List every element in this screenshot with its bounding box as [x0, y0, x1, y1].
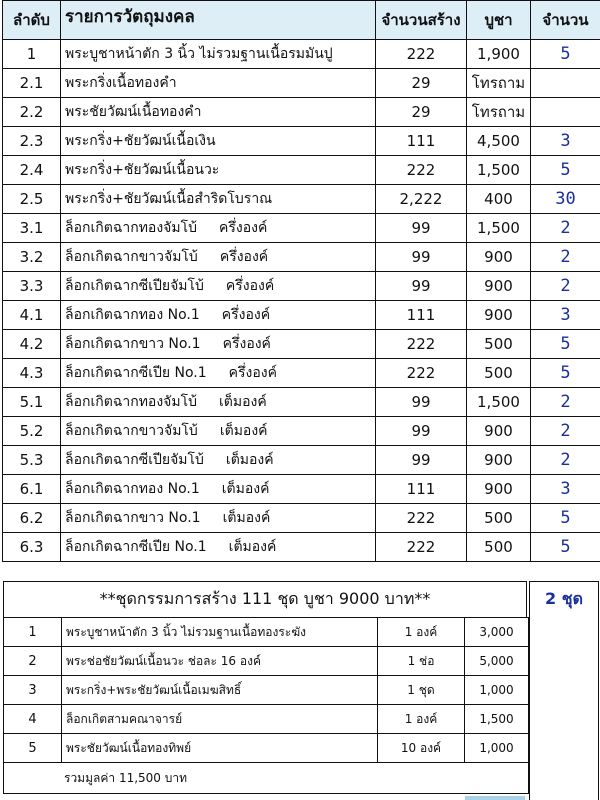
- set-item-value: 1,000: [465, 734, 529, 763]
- row-number: 2.2: [3, 98, 61, 127]
- list-item: [4, 676, 529, 705]
- row-quantity: 2: [531, 243, 600, 272]
- table-row: [3, 446, 600, 475]
- row-quantity: 3: [531, 301, 600, 330]
- header-order: ลำดับ: [3, 1, 61, 40]
- row-number: 4.3: [3, 359, 61, 388]
- row-quantity: [531, 98, 600, 127]
- row-item-suffix: ครึ่งองค์: [219, 220, 268, 236]
- row-quantity: 3: [531, 127, 600, 156]
- set-item-name: พระช่อชัยวัฒน์เนื้อนวะ ช่อละ 16 องค์: [62, 647, 378, 676]
- table-row: [3, 69, 600, 98]
- row-quantity-built: 222: [376, 504, 467, 533]
- row-quantity-built: 111: [376, 475, 467, 504]
- table-row: [3, 301, 600, 330]
- set-item-number: 2: [4, 647, 62, 676]
- set-item-value: 3,000: [465, 618, 529, 647]
- row-item-title: ล็อกเกิตฉากทอง No.1: [65, 481, 200, 497]
- row-item-title: พระกริ่ง+ชัยวัฒน์เนื้อสำริดโบราณ: [65, 191, 273, 207]
- set-item-value: 1,500: [465, 705, 529, 734]
- row-item-name: [61, 417, 376, 446]
- row-item-title: พระบูชาหน้าตัก 3 นิ้ว ไม่รวมฐานเนื้อรมมันปู: [65, 46, 333, 62]
- row-item-suffix: เต็มองค์: [222, 510, 271, 526]
- row-quantity-built: 222: [376, 359, 467, 388]
- row-quantity: 5: [531, 156, 600, 185]
- row-item-suffix: เต็มองค์: [219, 394, 267, 410]
- table-row: [3, 504, 600, 533]
- row-number: 3.2: [3, 243, 61, 272]
- table-row: [3, 98, 600, 127]
- row-item-name: [61, 330, 376, 359]
- set-item-count: 1 องค์: [378, 618, 465, 647]
- set-item-name: พระบูชาหน้าตัก 3 นิ้ว ไม่รวมฐานเนื้อทองระฆัง: [62, 618, 378, 647]
- row-item-title: ล็อกเกิตฉากทอง No.1: [65, 307, 200, 323]
- row-number: 2.4: [3, 156, 61, 185]
- row-price: 1,500: [467, 156, 531, 185]
- row-item-suffix: ครึ่งองค์: [221, 307, 271, 323]
- row-quantity-built: 99: [376, 388, 467, 417]
- table-row: [3, 272, 600, 301]
- row-quantity-built: 222: [376, 156, 467, 185]
- table-row: [3, 475, 600, 504]
- row-item-title: ล็อกเกิตฉากซีเปีย No.1: [65, 365, 207, 381]
- row-item-title: ล็อกเกิตฉากทองจัมโบ้: [65, 394, 198, 410]
- set-item-value: 5,000: [465, 647, 529, 676]
- committee-set-title: **ชุดกรรมการสร้าง 111 ชุด บูชา 9000 บาท**: [3, 581, 527, 618]
- row-price: 400: [467, 185, 531, 214]
- set-item-number: 3: [4, 676, 62, 705]
- row-quantity: 5: [531, 533, 600, 562]
- row-item-title: ล็อกเกิตฉากขาว No.1: [65, 336, 201, 352]
- row-quantity: 2: [531, 417, 600, 446]
- committee-set-count: 2 ชุด: [529, 581, 599, 617]
- row-item-suffix: ครึ่งองค์: [222, 336, 271, 352]
- committee-set-table: [3, 617, 529, 794]
- row-item-name: [61, 69, 376, 98]
- row-item-title: ล็อกเกิตฉากซีเปียจัมโบ้: [65, 452, 204, 468]
- row-quantity: 3: [531, 475, 600, 504]
- set-item-number: 1: [4, 618, 62, 647]
- row-item-suffix: เต็มองค์: [228, 539, 277, 555]
- row-price: 900: [467, 301, 531, 330]
- row-number: 4.2: [3, 330, 61, 359]
- row-item-suffix: เต็มองค์: [219, 423, 268, 439]
- row-item-title: พระกริ่งเนื้อทองคำ: [65, 75, 177, 91]
- table-row: [3, 417, 600, 446]
- row-price: 900: [467, 272, 531, 301]
- committee-set-total: รวมมูลค่า 11,500 บาท: [4, 763, 529, 794]
- row-number: 2.3: [3, 127, 61, 156]
- row-quantity-built: 111: [376, 301, 467, 330]
- set-item-count: 1 องค์: [378, 705, 465, 734]
- header-item-list: รายการวัตถุมงคล: [61, 1, 376, 40]
- row-item-title: ล็อกเกิตฉากซีเปีย No.1: [65, 539, 207, 555]
- row-item-title: ล็อกเกิตฉากซีเปียจัมโบ้: [65, 278, 204, 294]
- row-quantity: 2: [531, 388, 600, 417]
- row-quantity: 2: [531, 272, 600, 301]
- row-price: 500: [467, 533, 531, 562]
- header-quantity: จำนวน: [531, 1, 600, 40]
- row-item-name: [61, 156, 376, 185]
- row-quantity-built: 222: [376, 533, 467, 562]
- row-price: โทรถาม: [467, 69, 531, 98]
- row-quantity-built: 222: [376, 330, 467, 359]
- table-header-row: [3, 1, 600, 40]
- row-price: 1,500: [467, 214, 531, 243]
- row-quantity-built: 99: [376, 272, 467, 301]
- table-row: [3, 127, 600, 156]
- row-number: 3.3: [3, 272, 61, 301]
- row-quantity: 5: [531, 330, 600, 359]
- set-item-count: 1 ชุด: [378, 676, 465, 705]
- row-quantity-built: 222: [376, 40, 467, 69]
- row-quantity: 5: [531, 359, 600, 388]
- list-item: [4, 618, 529, 647]
- amulet-price-table: [2, 0, 600, 562]
- row-price: 900: [467, 417, 531, 446]
- table-row: [3, 359, 600, 388]
- set-item-value: 1,000: [465, 676, 529, 705]
- row-price: โทรถาม: [467, 98, 531, 127]
- row-quantity: 5: [531, 504, 600, 533]
- row-price: 1,900: [467, 40, 531, 69]
- row-quantity-built: 2,222: [376, 185, 467, 214]
- set-item-name: พระชัยวัฒน์เนื้อทองทิพย์: [62, 734, 378, 763]
- row-number: 2.5: [3, 185, 61, 214]
- header-quantity-built: จำนวนสร้าง: [376, 1, 467, 40]
- row-quantity-built: 99: [376, 243, 467, 272]
- row-quantity-built: 111: [376, 127, 467, 156]
- list-item: [4, 734, 529, 763]
- row-item-name: [61, 388, 376, 417]
- row-item-name: [61, 243, 376, 272]
- table-row: [3, 185, 600, 214]
- row-price: 900: [467, 243, 531, 272]
- row-number: 6.3: [3, 533, 61, 562]
- set-item-name: ล็อกเกิตสามคณาจารย์: [62, 705, 378, 734]
- table-row: [3, 533, 600, 562]
- row-price: 1,500: [467, 388, 531, 417]
- row-quantity-built: 29: [376, 98, 467, 127]
- table-row: [3, 40, 600, 69]
- row-number: 6.1: [3, 475, 61, 504]
- row-quantity-built: 99: [376, 214, 467, 243]
- header-price: บูชา: [467, 1, 531, 40]
- row-item-name: [61, 533, 376, 562]
- table-row: [3, 214, 600, 243]
- row-item-suffix: เต็มองค์: [221, 481, 270, 497]
- row-quantity-built: 29: [376, 69, 467, 98]
- row-item-suffix: ครึ่งองค์: [219, 249, 269, 265]
- row-item-title: พระชัยวัฒน์เนื้อทองคำ: [65, 104, 202, 120]
- row-item-name: [61, 359, 376, 388]
- set-item-count: 1 ช่อ: [378, 647, 465, 676]
- row-item-suffix: ครึ่งองค์: [225, 278, 275, 294]
- row-number: 5.2: [3, 417, 61, 446]
- row-number: 2.1: [3, 69, 61, 98]
- row-item-name: [61, 301, 376, 330]
- row-number: 5.3: [3, 446, 61, 475]
- row-item-title: ล็อกเกิตฉากทองจัมโบ้: [65, 220, 198, 236]
- row-item-title: ล็อกเกิตฉากขาวจัมโบ้: [65, 249, 198, 265]
- list-item: [4, 705, 529, 734]
- row-price: 500: [467, 359, 531, 388]
- row-item-name: [61, 40, 376, 69]
- row-number: 1: [3, 40, 61, 69]
- table-row: [3, 330, 600, 359]
- committee-set-total-row: [4, 763, 529, 794]
- row-item-name: [61, 475, 376, 504]
- set-item-number: 5: [4, 734, 62, 763]
- row-item-name: [61, 504, 376, 533]
- table-row: [3, 388, 600, 417]
- row-item-name: [61, 214, 376, 243]
- row-price: 500: [467, 330, 531, 359]
- list-item: [4, 647, 529, 676]
- row-number: 3.1: [3, 214, 61, 243]
- bottom-highlight-bar: [465, 796, 525, 800]
- row-item-suffix: เต็มองค์: [225, 452, 274, 468]
- row-item-name: [61, 446, 376, 475]
- row-number: 4.1: [3, 301, 61, 330]
- row-number: 6.2: [3, 504, 61, 533]
- row-item-name: [61, 98, 376, 127]
- row-item-title: พระกริ่ง+ชัยวัฒน์เนื้อนวะ: [65, 162, 220, 178]
- row-quantity: 30: [531, 185, 600, 214]
- row-item-suffix: ครึ่งองค์: [228, 365, 278, 381]
- row-price: 900: [467, 446, 531, 475]
- row-quantity-built: 99: [376, 417, 467, 446]
- table-row: [3, 156, 600, 185]
- row-quantity: [531, 69, 600, 98]
- row-item-title: พระกริ่ง+ชัยวัฒน์เนื้อเงิน: [65, 133, 216, 149]
- set-item-count: 10 องค์: [378, 734, 465, 763]
- row-quantity: 2: [531, 214, 600, 243]
- row-quantity: 2: [531, 446, 600, 475]
- set-item-number: 4: [4, 705, 62, 734]
- committee-set-count-column: [529, 617, 599, 800]
- row-item-title: ล็อกเกิตฉากขาวจัมโบ้: [65, 423, 198, 439]
- set-item-name: พระกริ่ง+พระชัยวัฒน์เนื้อเมฆสิทธิ์: [62, 676, 378, 705]
- row-price: 4,500: [467, 127, 531, 156]
- row-price: 500: [467, 504, 531, 533]
- row-number: 5.1: [3, 388, 61, 417]
- row-item-name: [61, 127, 376, 156]
- row-quantity-built: 99: [376, 446, 467, 475]
- row-item-title: ล็อกเกิตฉากขาว No.1: [65, 510, 201, 526]
- row-item-name: [61, 272, 376, 301]
- row-price: 900: [467, 475, 531, 504]
- row-quantity: 5: [531, 40, 600, 69]
- table-row: [3, 243, 600, 272]
- row-item-name: [61, 185, 376, 214]
